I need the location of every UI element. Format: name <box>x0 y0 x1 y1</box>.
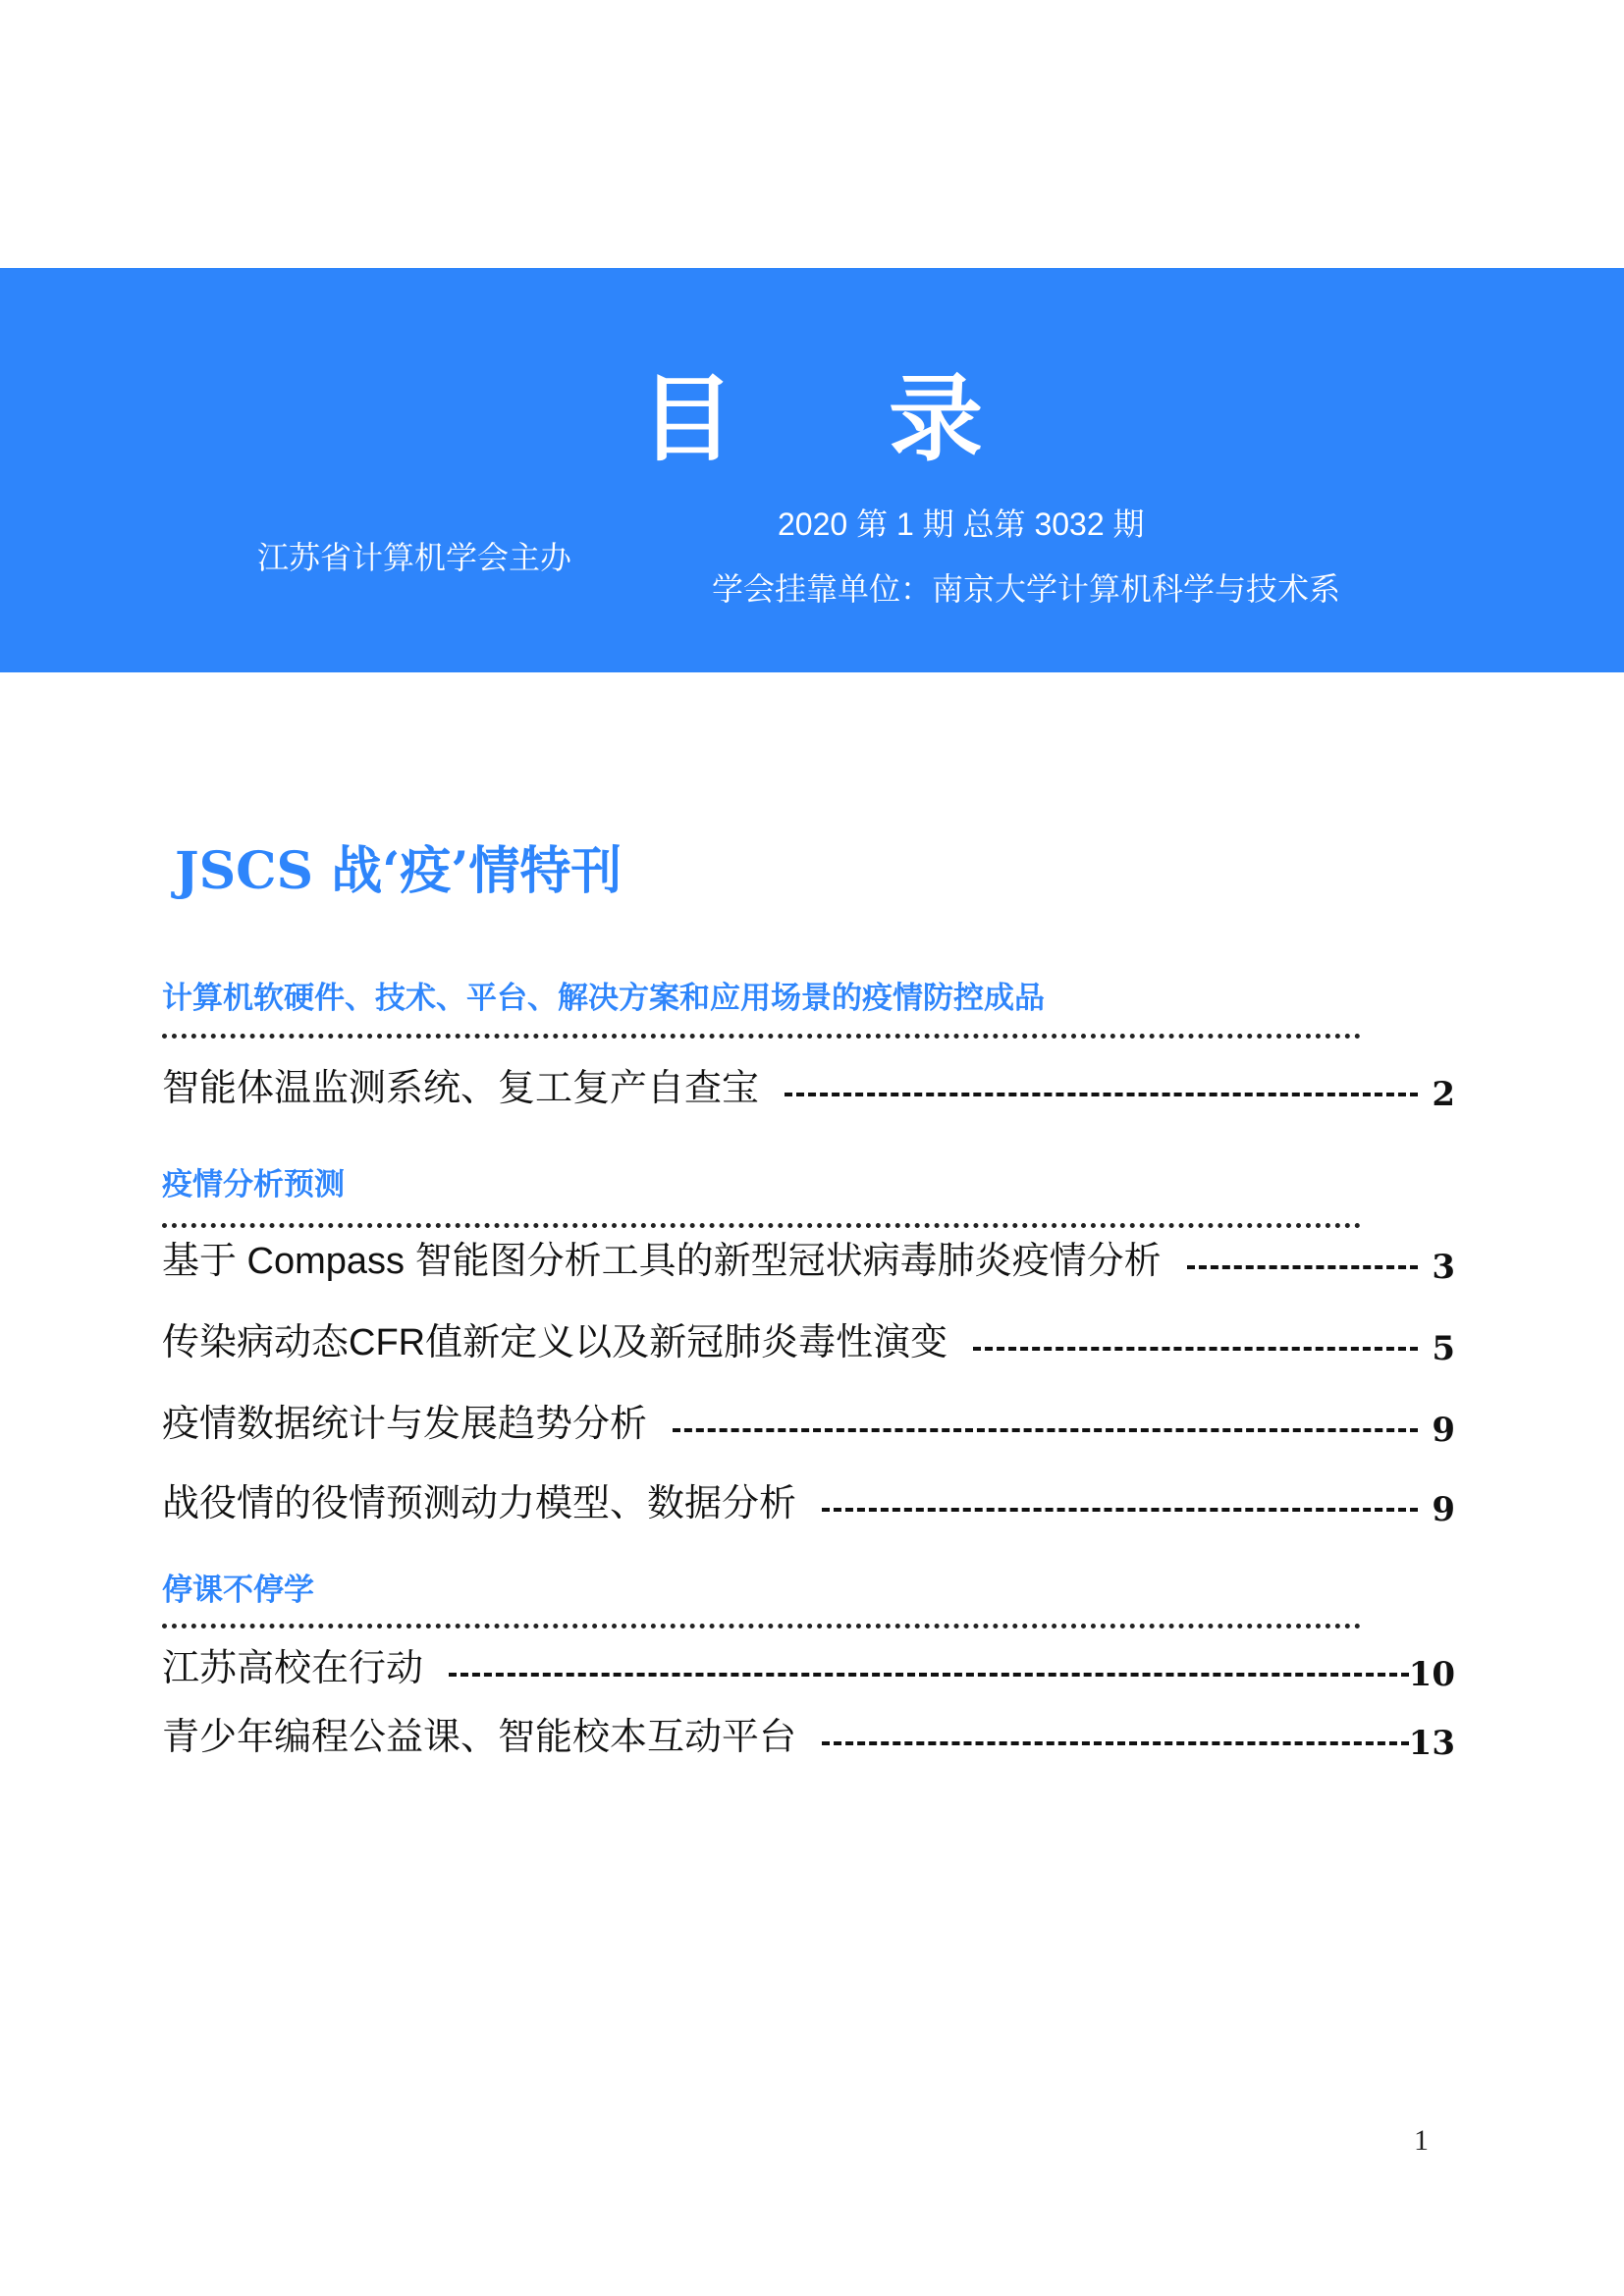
issue-info: 2020 第 1 期 总第 3032 期 <box>778 507 1145 542</box>
toc-entry-title: 智能体温监测系统、复工复产自查宝 <box>162 1068 760 1109</box>
toc-entry[interactable] <box>162 1064 1455 1113</box>
section-divider <box>162 1624 1361 1629</box>
toc-entry-page: 13 <box>1408 1724 1455 1763</box>
affiliation: 学会挂靠单位：南京大学计算机科学与技术系 <box>712 571 1341 607</box>
toc-title <box>0 365 1624 473</box>
section-heading: 计算机软硬件、技术、平台、解决方案和应用场景的疫情防控成品 <box>162 981 1045 1016</box>
toc-leader <box>673 1428 1418 1432</box>
toc-entry-page: 10 <box>1408 1655 1455 1694</box>
toc-entry-title: 疫情数据统计与发展趋势分析 <box>162 1404 648 1445</box>
toc-entry-page: 9 <box>1432 1411 1455 1450</box>
toc-title-char-2: 录 <box>889 364 983 474</box>
toc-entry-title: 传染病动态CFR值新定义以及新冠肺炎毒性演变 <box>162 1322 948 1363</box>
toc-entry[interactable] <box>162 1400 1455 1449</box>
toc-entry-page: 3 <box>1432 1248 1455 1287</box>
toc-entry[interactable] <box>162 1479 1455 1528</box>
toc-leader <box>1187 1265 1419 1269</box>
toc-leader <box>822 1508 1418 1512</box>
section-divider <box>162 1034 1361 1039</box>
toc-entry-title: 江苏高校在行动 <box>162 1648 424 1689</box>
section-divider <box>162 1223 1361 1228</box>
toc-entry-title: 战役情的役情预测动力模型、数据分析 <box>162 1483 797 1524</box>
host-organization: 江苏省计算机学会主办 <box>257 540 572 575</box>
toc-entry-title: 青少年编程公益课、智能校本互动平台 <box>162 1717 797 1758</box>
toc-entry[interactable] <box>162 1644 1455 1693</box>
page-number: 1 <box>1414 2124 1429 2157</box>
toc-leader <box>822 1741 1409 1745</box>
toc-entry-page: 2 <box>1432 1075 1455 1114</box>
toc-entry-page: 5 <box>1432 1329 1455 1368</box>
toc-entry-title: 基于 Compass 智能图分析工具的新型冠状病毒肺炎疫情分析 <box>162 1241 1162 1282</box>
toc-title-char-1: 目 <box>640 364 734 474</box>
toc-leader <box>785 1093 1418 1096</box>
toc-leader <box>449 1673 1409 1677</box>
special-issue-title: JSCS 战‘疫’情特刊 <box>175 841 623 901</box>
toc-entry[interactable] <box>162 1237 1455 1286</box>
section-heading: 停课不停学 <box>162 1573 314 1608</box>
toc-entry-page: 9 <box>1432 1490 1455 1529</box>
toc-leader <box>973 1347 1418 1351</box>
toc-entry[interactable] <box>162 1713 1455 1762</box>
toc-entry[interactable] <box>162 1318 1455 1367</box>
section-heading: 疫情分析预测 <box>162 1167 345 1202</box>
